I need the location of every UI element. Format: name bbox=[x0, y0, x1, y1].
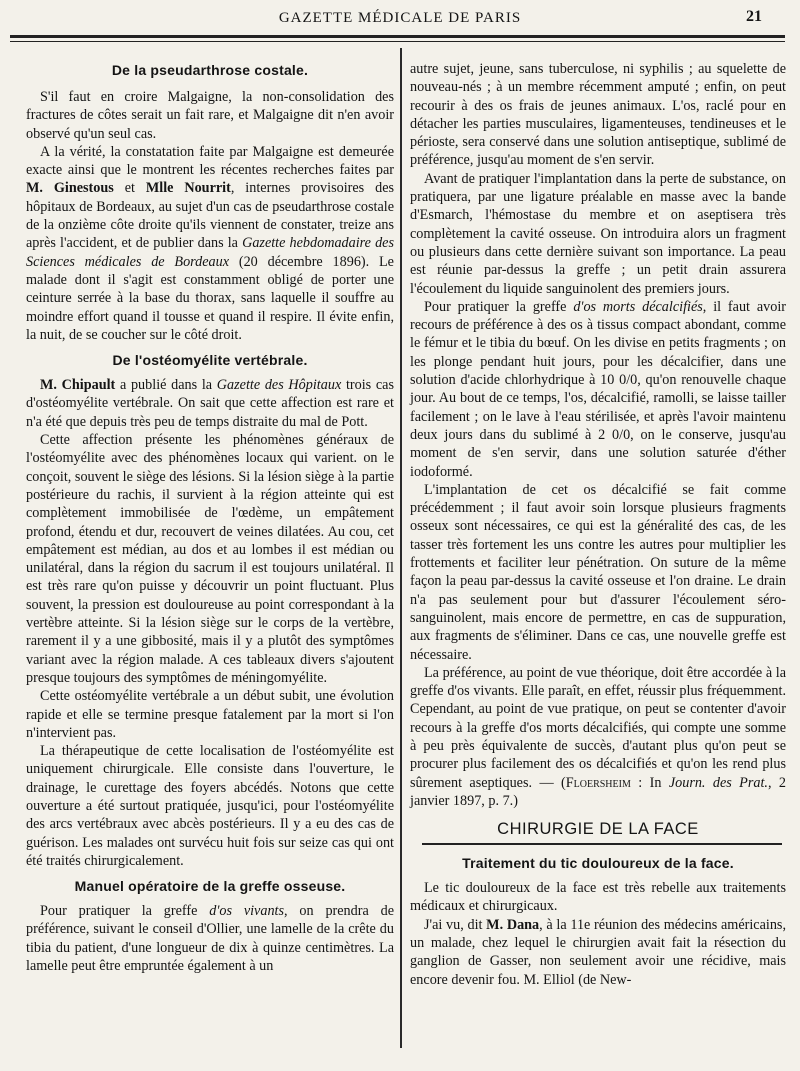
section-title-pseudarthrose: De la pseudarthrose costale. bbox=[111, 62, 309, 78]
section-title-tic: Traitement du tic douloureux de la face. bbox=[462, 855, 734, 872]
paragraph: Pour pratiquer la greffe d'os morts décalcifiés, il faut avoir recours de préférence à des os à tissus compact abondant, comme le fémur et le tibia du bœuf. On les divise en petits fragments ; on les plonge pendant huit jours, pour les décalcifier, dans une solution d'acide chlorhydrique à 10 0/0, qu'on renouvelle chaque jour. Au bout de ce temps, l'os, décalcifié, ramolli, se laisse tailler facilement ; on le lave à l'eau stérilisée, et après l'avoir maintenu deux jours dans du sublimé à 2 0/0, on le conserve, jusqu'au moment de s'en servir, dans une solution saturée d'éther iodoformé. bbox=[410, 298, 787, 480]
section-title-osteomyelite: De l'ostéomyélite vertébrale. bbox=[112, 352, 308, 369]
author-name: M. Chipault bbox=[40, 377, 116, 394]
citation-author: Floersheim bbox=[565, 774, 631, 791]
section-heading-rule bbox=[422, 843, 782, 845]
author-name: M. Dana bbox=[486, 916, 540, 933]
journal-title: Gazette des Hôpitaux bbox=[216, 377, 342, 394]
paragraph: M. Chipault a publié dans la Gazette des Hôpitaux trois cas d'ostéomyélite vertébrale. On sait que cette affection est rare et n'a été que depuis très peu de temps distraite du mal de Pott. bbox=[26, 377, 394, 430]
left-column bbox=[26, 62, 394, 975]
paragraph: J'ai vu, dit M. Dana, à la 11e réunion des médecins américains, un malade, chez lequel le chirurgien avait fait la résection du ganglion de Gasser, non seulement avoir une récidive, mais encore devenir fou. M. Elliol (de New- bbox=[410, 916, 786, 988]
paragraph: Avant de pratiquer l'implantation dans la perte de substance, on pratiquera, par une ligature préalable en masse avec la bande d'Esmarch, l'hémostase du membre et on aseptisera très complètement la cavité osseuse. On introduira alors un fragment ou plusieurs dans cette dernière suivant son importance. La peau est réunie par-dessus la greffe ; un petit drain assurera l'écoulement du liquide sanguinolent des premiers jours. bbox=[410, 170, 786, 297]
emphasis: d'os vivants bbox=[209, 903, 285, 920]
paragraph: autre sujet, jeune, sans tuberculose, ni syphilis ; au squelette de nouveau-nés ; à un membre récemment amputé ; enfin, on peut recourir à des os frais de jeunes animaux. L'os, raclé pour en détacher les parties musculaires, ligamenteuses, tendineuses et le périoste, sera conservé dans une solution antiseptique, sublimé de préférence, jusqu'au moment de s'en servir. bbox=[410, 61, 786, 169]
emphasis: d'os morts décalcifiés bbox=[573, 298, 703, 315]
paragraph: La préférence, au point de vue théorique, doit être accordée à la greffe d'os vivants. Elle paraît, en effet, réussir plus fréquemment. Cependant, au point de vue pratique, on peut se contenter d'avoir recours à la greffe d'os morts décalcifiés, qui compte une somme à peu près équivalente de succès, d'autant plus qu'on peut se procurer plus facilement des os décalcifiés et qu'on les rend plus sûrement aseptiques. — (Floersheim : In Journ. des Prat., 2 janvier 1897, p. 7.) bbox=[410, 664, 786, 809]
page-header-title: GAZETTE MÉDICALE DE PARIS bbox=[278, 10, 522, 26]
paragraph: Cette ostéomyélite vertébrale a un début subit, une évolution rapide et elle se termine presque fatalement par la mort si l'on n'intervient pas. bbox=[26, 688, 394, 741]
paragraph: S'il faut en croire Malgaigne, la non-consolidation des fractures de côtes serait un fait rare, et Malgaigne dit n'en avoir observé qu'un seul cas. bbox=[26, 89, 394, 142]
journal-title: Gazette hebdomadaire des Sciences médicales de Bordeaux bbox=[26, 235, 394, 270]
section-title-greffe: Manuel opératoire de la greffe osseuse. bbox=[74, 878, 346, 895]
paragraph: La thérapeutique de cette localisation de l'ostéomyélite est uniquement chirurgicale. Elle consiste dans l'ouverture, le drainage, le curettage des foyers abcédés. Notons que cette ouverture a été surtout pratiquée, jusqu'ici, pour l'ostéomyélite des arcs vertébraux avec abcès postérieurs. Il y a eu des cas de guérison. Les malades ont survécu huit fois sur seize cas qui ont été traités chirurgicalement. bbox=[26, 743, 394, 869]
paragraph: A la vérité, la constatation faite par Malgaigne est demeurée exacte ainsi que le montrent les récentes recherches faites par M. Ginestous et Mlle Nourrit, internes provisoires des hôpitaux de Bordeaux, au sujet d'un cas de pseudarthrose costale de la onzième côte droite qu'ils viennent de constater, treize ans après l'accident, et de publier dans la Gazette hebdomadaire des Sciences médicales de Bordeaux (20 décembre 1896). Le malade dont il s'agit est constamment obligé de porter une ceinture serrée à la base du thorax, sans laquelle il souffre au moindre effort quand il tousse et quand il respire. Il évite enfin, la nuit, de se coucher sur le côté droit. bbox=[26, 143, 395, 343]
section-heading-chirurgie: CHIRURGIE DE LA FACE bbox=[497, 820, 699, 839]
paragraph: Le tic douloureux de la face est très rebelle aux traitements médicaux et chirurgicaux. bbox=[410, 880, 786, 915]
paragraph: Cette affection présente les phénomènes généraux de l'ostéomyélite avec des phénomènes locaux qui varient. on le conçoit, souvent le siège des lésions. Si la lésion siège à la partie postérieure du rachis, il survient à la région atteinte qui est complètement immobilisée de l'œdème, un empâtement profond, étendu et dur, recouvert de veines dilatées. Au cou, cet empâtement est médian, au dos et au lombes il est médian ou unilatéral, dans la région du sacrum il est toujours unilatéral. Il est très rare qu'on puisse y découvrir un point fluctuant. Plus souvent, la pression est douloureuse au point correspondant à la vertèbre atteinte. Si la lésion siège sur le corps de la vertèbre, rarement il y a une gibbosité, mais il y a plutôt des symptômes variant avec la région malade. A ces tableaux divers s'ajoutent presque toujours des symptômes de méningomyélite. bbox=[26, 432, 394, 686]
paragraph: Pour pratiquer la greffe d'os vivants, on prendra de préférence, suivant le conseil d'Ollier, une lamelle de la crête du tibia du patient, d'une longueur de dix à quinze centimètres. La lamelle peut être empruntée également à un bbox=[26, 903, 394, 975]
author-name: M. Ginestous bbox=[26, 180, 114, 197]
right-column bbox=[410, 60, 786, 989]
page-number: 21 bbox=[746, 8, 762, 25]
paragraph: L'implantation de cet os décalcifié se fait comme précédemment ; il faut avoir soin lorsque plusieurs fragments osseux sont nécessaires, ce qui est la généralité des cas, de les tasser très fortement les uns contre les autres pour multiplier les frottements et faciliter leur pénétration. On suture de la même façon la peau par-dessus la cavité osseuse et l'on draine. Le drain n'a pas seulement pour but d'assurer l'écoulement séro-sanguinolent, mais encore de permettre, en cas de suppuration, aux fragments de s'éliminer. Dans ce cas, une nouvelle greffe est nécessaire. bbox=[410, 481, 786, 663]
author-name: Mlle Nourrit bbox=[145, 180, 231, 197]
header-rule-thin bbox=[10, 41, 785, 42]
header-rule-thick bbox=[10, 35, 785, 38]
journal-title: Journ. des Prat. bbox=[668, 774, 768, 791]
column-divider bbox=[400, 48, 402, 1048]
